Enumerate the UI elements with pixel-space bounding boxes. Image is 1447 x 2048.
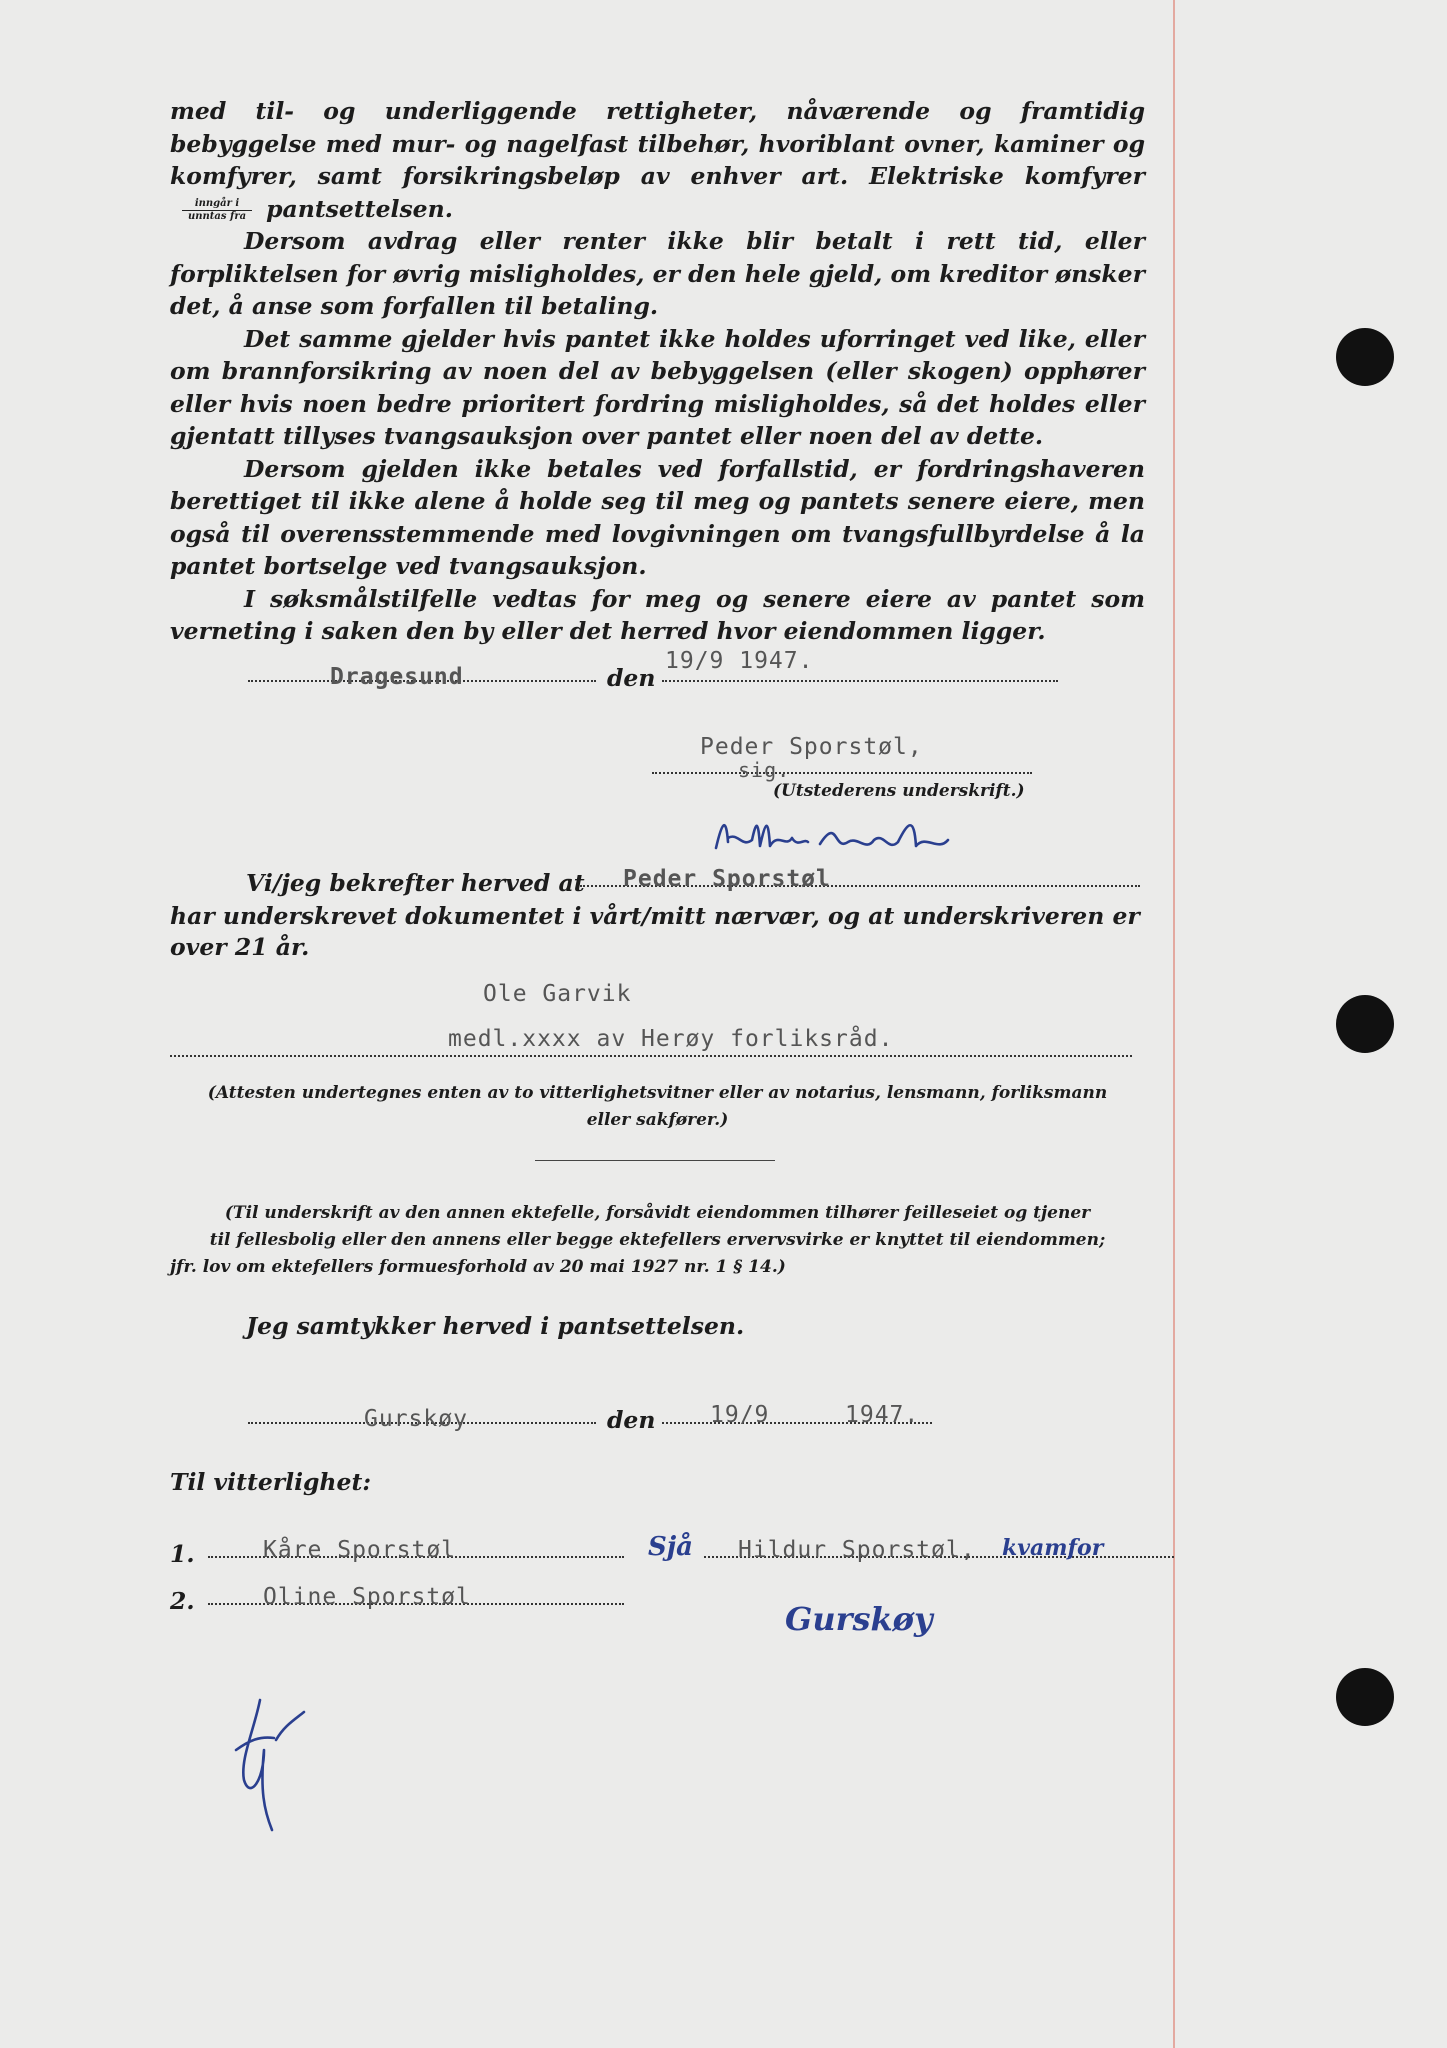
consent-text: Jeg samtykker herved i pantsettelsen. bbox=[246, 1312, 745, 1340]
issuer-signature-line bbox=[652, 772, 1032, 774]
attest-line2: har underskrevet dokumentet i vårt/mitt nærvær, og at underskriveren er bbox=[170, 902, 1140, 930]
spouse-typed-name: Hildur Sporstøl, bbox=[738, 1537, 976, 1563]
spouse-signature-prefix: Sjå bbox=[648, 1532, 694, 1562]
witness-heading: Til vitterlighet: bbox=[170, 1468, 372, 1496]
binder-hole bbox=[1336, 328, 1394, 386]
paragraph-text: med til- og underliggende rettigheter, nåværende og framtidig bebyggelse med mur- og nagelfast tilbehør, hvoriblant ovner, kaminer og komfyrer, samt forsikringsbeløp av enhver art. Elektriske komfyrer bbox=[170, 97, 1145, 190]
red-margin-line bbox=[1173, 0, 1175, 2048]
attest-name: Peder Sporstøl bbox=[623, 866, 831, 892]
year-typed-2: 1947. bbox=[845, 1402, 920, 1428]
paragraph-maintenance: Det samme gjelder hvis pantet ikke holdes uforringet ved like, eller om brannforsikring av noen del av bebyggelsen (eller skogen) opphører eller hvis noen bedre prioritert fordring misligholdes, så det holdes eller gjentatt tillyses tvangsauksjon over pantet eller noen del av dette. bbox=[170, 324, 1145, 450]
initials-mark bbox=[220, 1690, 330, 1840]
issuer-typed-name: Peder Sporstøl, bbox=[700, 734, 923, 760]
fraction-choice bbox=[182, 198, 252, 223]
paragraph-property bbox=[170, 95, 1145, 225]
witness-name-2: Oline Sporstøl bbox=[263, 1584, 471, 1610]
mortgage-terms-text bbox=[170, 95, 1145, 648]
issuer-caption: (Utstederens underskrift.) bbox=[773, 781, 1025, 801]
attest-note-line: eller sakfører.) bbox=[586, 1110, 729, 1130]
spouse-signature-suffix: kvamfor bbox=[1002, 1535, 1104, 1561]
date-typed: 19/9 1947. bbox=[665, 648, 814, 674]
witness-num-1: 1. bbox=[170, 1540, 195, 1568]
fraction-top: inngår i bbox=[182, 198, 252, 211]
spouse-note-line: jfr. lov om ektefellers formuesforhold av 20 mai 1927 nr. 1 § 14.) bbox=[170, 1257, 786, 1277]
den-label: den bbox=[607, 664, 656, 692]
attest-line3: over 21 år. bbox=[170, 933, 310, 961]
sig-note: sig. bbox=[738, 758, 791, 782]
paragraph-enforcement: Dersom gjelden ikke betales ved forfallstid, er fordringshaveren berettiget til ikke alene å holde seg til meg og pantets senere eiere, men også til overensstemmende med lovgivningen om tvangsfullbyrdelse å la pantet bortselge ved tvangsauksjon. bbox=[170, 454, 1145, 580]
place-typed: Dragesund bbox=[330, 664, 464, 690]
place-typed-2: Gurskøy bbox=[364, 1406, 468, 1432]
date-line bbox=[662, 680, 1058, 682]
binder-hole bbox=[1336, 995, 1394, 1053]
paragraph-text-end: pantsettelsen. bbox=[266, 194, 453, 223]
spouse-note bbox=[170, 1200, 1145, 1281]
attest-note-line: (Attesten undertegnes enten av to vitterlighetsvitner eller av notarius, lensmann, forliksmann bbox=[207, 1083, 1108, 1103]
paragraph-default: Dersom avdrag eller renter ikke blir betalt i rett tid, eller forpliktelsen for øvrig misligholdes, er den hele gjeld, om kreditor ønsker det, å anse som forfallen til betaling. bbox=[170, 227, 1145, 320]
witness-line bbox=[170, 1055, 1132, 1057]
witness-typed-name: Ole Garvik bbox=[483, 981, 632, 1007]
binder-hole bbox=[1336, 1668, 1394, 1726]
spouse-note-line: til fellesbolig eller den annens eller begge ektefellers ervervsvirke er knyttet til eiendommen; bbox=[209, 1230, 1106, 1250]
issuer-handwritten-signature bbox=[708, 812, 1048, 862]
paragraph-venue: I søksmålstilfelle vedtas for meg og senere eiere av pantet som verneting i saken den by eller det herred hvor eiendommen ligger. bbox=[170, 584, 1145, 645]
attest-note bbox=[170, 1080, 1145, 1134]
den-label-2: den bbox=[607, 1406, 656, 1434]
witness-name-1: Kåre Sporstøl bbox=[263, 1537, 457, 1563]
witness-num-2: 2. bbox=[170, 1587, 195, 1615]
fraction-bottom: unntas fra bbox=[188, 210, 247, 222]
handwritten-place: Gurskøy bbox=[785, 1600, 933, 1638]
section-divider bbox=[535, 1160, 775, 1161]
attest-prefix: Vi/jeg bekrefter herved at bbox=[246, 869, 585, 897]
spouse-note-line: (Til underskrift av den annen ektefelle, forsåvidt eiendommen tilhører feilleseiet og tjener bbox=[224, 1203, 1091, 1223]
witness-title: medl.xxxx av Herøy forliksråd. bbox=[448, 1026, 894, 1052]
date-typed-2: 19/9 bbox=[710, 1402, 770, 1428]
